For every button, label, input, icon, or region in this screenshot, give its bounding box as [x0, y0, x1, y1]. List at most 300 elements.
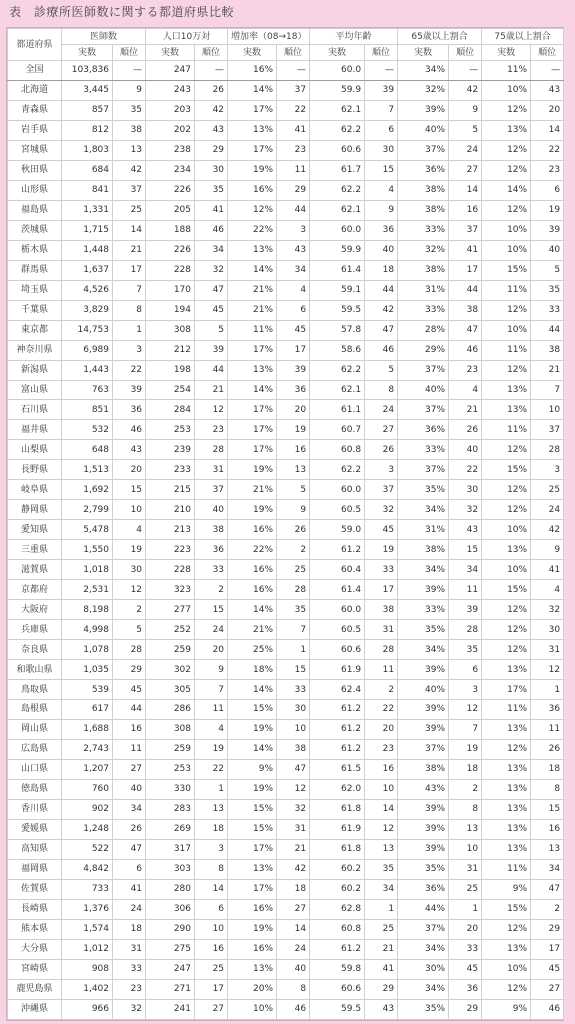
- cell-growth: 13%: [228, 859, 277, 879]
- table-row: [8, 779, 564, 799]
- cell-over75-rank: 20: [531, 100, 564, 120]
- cell-per100k-rank: 39: [195, 340, 228, 360]
- table-row: [8, 799, 564, 819]
- cell-growth: 14%: [228, 260, 277, 280]
- subheader-actual: 実数: [62, 45, 113, 61]
- cell-over65: 37%: [398, 919, 449, 939]
- cell-growth-rank: 44: [277, 200, 310, 220]
- cell-over75: 10%: [482, 520, 531, 540]
- cell-growth-rank: 40: [277, 959, 310, 979]
- cell-per100k-rank: 20: [195, 640, 228, 660]
- cell-doctors: 103,836: [62, 61, 113, 81]
- cell-per100k: 212: [146, 340, 195, 360]
- cell-age-rank: 35: [365, 859, 398, 879]
- cell-over65: 40%: [398, 120, 449, 140]
- cell-over75: 12%: [482, 620, 531, 640]
- cell-over75: 10%: [482, 240, 531, 260]
- cell-over65: 40%: [398, 380, 449, 400]
- cell-over65-rank: 11: [449, 580, 482, 600]
- cell-doctors-rank: 32: [113, 999, 146, 1019]
- cell-per100k-rank: 46: [195, 220, 228, 240]
- cell-per100k: 308: [146, 719, 195, 739]
- cell-over65-rank: 29: [449, 999, 482, 1019]
- cell-per100k: 259: [146, 739, 195, 759]
- cell-growth: 15%: [228, 819, 277, 839]
- cell-age-rank: 41: [365, 959, 398, 979]
- cell-pref: 山形県: [8, 180, 62, 200]
- cell-over75-rank: 15: [531, 799, 564, 819]
- table-row: [8, 420, 564, 440]
- cell-doctors-rank: 15: [113, 480, 146, 500]
- table-row: [8, 919, 564, 939]
- cell-per100k-rank: 5: [195, 320, 228, 340]
- cell-growth-rank: 23: [277, 140, 310, 160]
- cell-over75-rank: 40: [531, 240, 564, 260]
- cell-over65: 38%: [398, 260, 449, 280]
- cell-per100k: 170: [146, 280, 195, 300]
- cell-growth: 19%: [228, 460, 277, 480]
- header-per-100k: 人口10万対: [146, 29, 228, 45]
- table-row: [8, 280, 564, 300]
- cell-growth: 15%: [228, 799, 277, 819]
- cell-growth-rank: 7: [277, 620, 310, 640]
- cell-per100k-rank: 1: [195, 779, 228, 799]
- cell-per100k: 275: [146, 939, 195, 959]
- table-row: [8, 220, 564, 240]
- cell-over75: 11%: [482, 280, 531, 300]
- cell-over75-rank: 13: [531, 839, 564, 859]
- cell-growth: 9%: [228, 759, 277, 779]
- cell-age: 60.6: [310, 140, 365, 160]
- cell-pref: 滋賀県: [8, 560, 62, 580]
- cell-doctors: 760: [62, 779, 113, 799]
- cell-over75: 12%: [482, 300, 531, 320]
- comparison-table-container: [6, 27, 564, 1021]
- cell-age: 59.5: [310, 999, 365, 1019]
- cell-over65: 37%: [398, 460, 449, 480]
- cell-pref: 佐賀県: [8, 879, 62, 899]
- cell-growth-rank: 2: [277, 540, 310, 560]
- cell-over65-rank: 34: [449, 560, 482, 580]
- cell-per100k-rank: 30: [195, 160, 228, 180]
- cell-age: 61.9: [310, 660, 365, 680]
- cell-over75: 11%: [482, 340, 531, 360]
- cell-growth-rank: 5: [277, 480, 310, 500]
- cell-age-rank: 2: [365, 680, 398, 700]
- cell-age: 59.0: [310, 520, 365, 540]
- cell-growth: 16%: [228, 580, 277, 600]
- cell-over75: 15%: [482, 460, 531, 480]
- cell-growth-rank: 28: [277, 580, 310, 600]
- cell-over75-rank: 45: [531, 959, 564, 979]
- cell-age: 62.2: [310, 120, 365, 140]
- cell-doctors: 532: [62, 420, 113, 440]
- cell-doctors: 4,526: [62, 280, 113, 300]
- cell-growth-rank: 46: [277, 999, 310, 1019]
- cell-per100k: 303: [146, 859, 195, 879]
- cell-age-rank: 4: [365, 180, 398, 200]
- cell-over75: 12%: [482, 500, 531, 520]
- cell-over65: 35%: [398, 620, 449, 640]
- cell-doctors: 1,012: [62, 939, 113, 959]
- cell-per100k-rank: 44: [195, 360, 228, 380]
- table-row: [8, 360, 564, 380]
- cell-pref: 三重県: [8, 540, 62, 560]
- cell-age-rank: 22: [365, 700, 398, 720]
- cell-doctors-rank: 31: [113, 939, 146, 959]
- cell-per100k: 202: [146, 120, 195, 140]
- cell-over75-rank: 29: [531, 919, 564, 939]
- cell-over75-rank: 12: [531, 660, 564, 680]
- cell-per100k-rank: 32: [195, 260, 228, 280]
- cell-over65: 33%: [398, 440, 449, 460]
- cell-growth: 16%: [228, 560, 277, 580]
- cell-pref: 東京都: [8, 320, 62, 340]
- cell-over65: 39%: [398, 719, 449, 739]
- cell-per100k-rank: 38: [195, 520, 228, 540]
- cell-pref: 岡山県: [8, 719, 62, 739]
- cell-doctors: 617: [62, 700, 113, 720]
- cell-growth: 16%: [228, 61, 277, 81]
- table-row: [8, 999, 564, 1019]
- cell-growth-rank: 14: [277, 919, 310, 939]
- cell-over75-rank: 32: [531, 600, 564, 620]
- cell-over65-rank: 41: [449, 240, 482, 260]
- cell-age-rank: 17: [365, 580, 398, 600]
- cell-per100k: 330: [146, 779, 195, 799]
- cell-over75: 13%: [482, 939, 531, 959]
- cell-over65-rank: 22: [449, 460, 482, 480]
- cell-per100k-rank: 24: [195, 620, 228, 640]
- cell-doctors: 14,753: [62, 320, 113, 340]
- header-doctor-count: 医師数: [62, 29, 146, 45]
- cell-growth: 14%: [228, 739, 277, 759]
- cell-doctors-rank: 21: [113, 240, 146, 260]
- cell-over75-rank: 19: [531, 200, 564, 220]
- cell-pref: 埼玉県: [8, 280, 62, 300]
- cell-per100k: 253: [146, 759, 195, 779]
- cell-over65-rank: 25: [449, 879, 482, 899]
- cell-growth: 17%: [228, 100, 277, 120]
- cell-over65-rank: 18: [449, 759, 482, 779]
- cell-age: 62.2: [310, 180, 365, 200]
- cell-over65-rank: 37: [449, 220, 482, 240]
- cell-doctors-rank: 47: [113, 839, 146, 859]
- cell-age-rank: 12: [365, 819, 398, 839]
- cell-doctors: 5,478: [62, 520, 113, 540]
- cell-growth: 16%: [228, 899, 277, 919]
- cell-over65: 39%: [398, 660, 449, 680]
- cell-age: 60.6: [310, 640, 365, 660]
- cell-over75-rank: 41: [531, 560, 564, 580]
- cell-pref: 熊本県: [8, 919, 62, 939]
- cell-over65-rank: 13: [449, 819, 482, 839]
- cell-growth-rank: 10: [277, 719, 310, 739]
- cell-growth-rank: 8: [277, 979, 310, 999]
- cell-over75: 13%: [482, 540, 531, 560]
- cell-pref: 香川県: [8, 799, 62, 819]
- cell-over75-rank: 2: [531, 899, 564, 919]
- cell-over65-rank: 36: [449, 979, 482, 999]
- cell-over65: 37%: [398, 140, 449, 160]
- cell-per100k: 277: [146, 600, 195, 620]
- cell-over65-rank: 26: [449, 420, 482, 440]
- cell-over75: 10%: [482, 560, 531, 580]
- cell-doctors: 1,078: [62, 640, 113, 660]
- header-growth-rate: 増加率（08→18）: [228, 29, 310, 45]
- cell-doctors: 1,331: [62, 200, 113, 220]
- cell-growth: 17%: [228, 879, 277, 899]
- cell-per100k: 234: [146, 160, 195, 180]
- cell-over65-rank: 10: [449, 839, 482, 859]
- cell-over75-rank: 47: [531, 879, 564, 899]
- table-row: [8, 640, 564, 660]
- cell-per100k-rank: 41: [195, 200, 228, 220]
- cell-over65: 34%: [398, 640, 449, 660]
- cell-per100k: 305: [146, 680, 195, 700]
- cell-over65-rank: —: [449, 61, 482, 81]
- cell-growth: 15%: [228, 700, 277, 720]
- cell-over75: 12%: [482, 739, 531, 759]
- cell-doctors-rank: 46: [113, 420, 146, 440]
- cell-over75-rank: 37: [531, 420, 564, 440]
- cell-over65: 35%: [398, 480, 449, 500]
- cell-per100k: 239: [146, 440, 195, 460]
- cell-over75-rank: 42: [531, 520, 564, 540]
- table-row: [8, 520, 564, 540]
- cell-doctors: 1,402: [62, 979, 113, 999]
- cell-per100k: 215: [146, 480, 195, 500]
- cell-over75-rank: 34: [531, 859, 564, 879]
- cell-doctors: 763: [62, 380, 113, 400]
- cell-over65-rank: 27: [449, 160, 482, 180]
- cell-age: 60.6: [310, 979, 365, 999]
- cell-over65-rank: 38: [449, 300, 482, 320]
- cell-over75: 12%: [482, 440, 531, 460]
- cell-over65: 39%: [398, 580, 449, 600]
- cell-over65-rank: 2: [449, 779, 482, 799]
- subheader-rank: 順位: [365, 45, 398, 61]
- cell-age: 61.2: [310, 719, 365, 739]
- cell-over65: 33%: [398, 220, 449, 240]
- cell-doctors-rank: 19: [113, 540, 146, 560]
- cell-doctors-rank: 8: [113, 300, 146, 320]
- cell-doctors: 1,035: [62, 660, 113, 680]
- cell-growth-rank: 24: [277, 939, 310, 959]
- cell-per100k: 302: [146, 660, 195, 680]
- cell-pref: 島根県: [8, 700, 62, 720]
- cell-doctors-rank: 29: [113, 660, 146, 680]
- cell-per100k: 228: [146, 260, 195, 280]
- cell-pref: 群馬県: [8, 260, 62, 280]
- cell-pref: 奈良県: [8, 640, 62, 660]
- cell-pref: 神奈川県: [8, 340, 62, 360]
- cell-over65-rank: 3: [449, 680, 482, 700]
- cell-over65: 32%: [398, 240, 449, 260]
- cell-over65: 36%: [398, 420, 449, 440]
- cell-pref: 徳島県: [8, 779, 62, 799]
- cell-doctors: 2,799: [62, 500, 113, 520]
- cell-per100k-rank: 34: [195, 240, 228, 260]
- cell-over65: 37%: [398, 739, 449, 759]
- cell-age-rank: 21: [365, 939, 398, 959]
- cell-doctors: 3,829: [62, 300, 113, 320]
- cell-over75-rank: 23: [531, 160, 564, 180]
- cell-age: 62.0: [310, 779, 365, 799]
- cell-growth: 25%: [228, 640, 277, 660]
- cell-per100k-rank: 22: [195, 759, 228, 779]
- cell-per100k: 317: [146, 839, 195, 859]
- prefecture-comparison-table: [7, 28, 564, 1020]
- table-row: [8, 460, 564, 480]
- cell-age: 61.2: [310, 939, 365, 959]
- cell-over65: 34%: [398, 61, 449, 81]
- table-row: [8, 959, 564, 979]
- cell-growth-rank: 13: [277, 460, 310, 480]
- cell-doctors: 3,445: [62, 80, 113, 100]
- cell-over65-rank: 19: [449, 739, 482, 759]
- cell-age: 59.9: [310, 240, 365, 260]
- table-row: [8, 540, 564, 560]
- cell-over75: 13%: [482, 120, 531, 140]
- cell-over75-rank: 7: [531, 380, 564, 400]
- cell-over75-rank: 27: [531, 979, 564, 999]
- table-row: [8, 600, 564, 620]
- subheader-actual: 実数: [310, 45, 365, 61]
- cell-age-rank: 37: [365, 480, 398, 500]
- cell-doctors: 1,803: [62, 140, 113, 160]
- cell-per100k-rank: 42: [195, 100, 228, 120]
- cell-growth-rank: 42: [277, 859, 310, 879]
- cell-growth: 17%: [228, 839, 277, 859]
- cell-growth-rank: 16: [277, 440, 310, 460]
- cell-over65-rank: 45: [449, 959, 482, 979]
- cell-doctors-rank: 45: [113, 680, 146, 700]
- cell-per100k-rank: 23: [195, 420, 228, 440]
- cell-doctors: 857: [62, 100, 113, 120]
- cell-per100k: 283: [146, 799, 195, 819]
- cell-over65-rank: 9: [449, 100, 482, 120]
- cell-over75-rank: 46: [531, 999, 564, 1019]
- table-body: [8, 61, 564, 1020]
- cell-over65: 36%: [398, 879, 449, 899]
- cell-over65-rank: 43: [449, 520, 482, 540]
- cell-per100k: 259: [146, 640, 195, 660]
- cell-over75-rank: 21: [531, 360, 564, 380]
- cell-over75-rank: 44: [531, 320, 564, 340]
- cell-age-rank: 44: [365, 280, 398, 300]
- cell-doctors: 1,018: [62, 560, 113, 580]
- cell-over75: 9%: [482, 999, 531, 1019]
- cell-age: 60.5: [310, 620, 365, 640]
- cell-over75: 11%: [482, 859, 531, 879]
- cell-age-rank: 16: [365, 759, 398, 779]
- cell-over75-rank: 4: [531, 580, 564, 600]
- cell-growth-rank: 17: [277, 340, 310, 360]
- cell-over75: 12%: [482, 140, 531, 160]
- table-title: 表 診療所医師数に関する都道府県比較: [9, 5, 235, 19]
- cell-per100k: 308: [146, 320, 195, 340]
- cell-per100k: 188: [146, 220, 195, 240]
- cell-growth-rank: 38: [277, 739, 310, 759]
- cell-growth: 13%: [228, 959, 277, 979]
- cell-age-rank: 15: [365, 160, 398, 180]
- cell-per100k-rank: 28: [195, 440, 228, 460]
- cell-per100k-rank: 16: [195, 939, 228, 959]
- cell-over75: 13%: [482, 819, 531, 839]
- cell-over75-rank: 35: [531, 280, 564, 300]
- cell-age: 59.1: [310, 280, 365, 300]
- cell-growth: 10%: [228, 999, 277, 1019]
- cell-per100k-rank: 10: [195, 919, 228, 939]
- cell-per100k-rank: 21: [195, 380, 228, 400]
- cell-per100k: 290: [146, 919, 195, 939]
- cell-doctors-rank: 17: [113, 260, 146, 280]
- cell-age: 62.1: [310, 200, 365, 220]
- header-over-75-ratio: 75歳以上割合: [482, 29, 564, 45]
- cell-per100k: 269: [146, 819, 195, 839]
- cell-over75-rank: 10: [531, 400, 564, 420]
- table-row: [8, 680, 564, 700]
- cell-age-rank: 30: [365, 140, 398, 160]
- cell-growth-rank: 37: [277, 80, 310, 100]
- cell-doctors-rank: 43: [113, 440, 146, 460]
- cell-per100k-rank: 45: [195, 300, 228, 320]
- cell-per100k: 247: [146, 61, 195, 81]
- cell-age-rank: 9: [365, 200, 398, 220]
- cell-age: 61.2: [310, 540, 365, 560]
- cell-pref: 愛知県: [8, 520, 62, 540]
- cell-growth-rank: 18: [277, 879, 310, 899]
- cell-over65-rank: 8: [449, 799, 482, 819]
- cell-over65-rank: 33: [449, 939, 482, 959]
- cell-over75: 9%: [482, 879, 531, 899]
- subheader-rank: 順位: [277, 45, 310, 61]
- header-prefecture: 都道府県: [8, 29, 62, 61]
- table-row: [8, 759, 564, 779]
- cell-pref: 長崎県: [8, 899, 62, 919]
- cell-over75-rank: 25: [531, 480, 564, 500]
- cell-growth: 20%: [228, 979, 277, 999]
- table-row: [8, 500, 564, 520]
- cell-over75: 11%: [482, 61, 531, 81]
- cell-pref: 富山県: [8, 380, 62, 400]
- cell-over75: 13%: [482, 799, 531, 819]
- cell-over75: 14%: [482, 180, 531, 200]
- cell-doctors-rank: 38: [113, 120, 146, 140]
- cell-over75-rank: 8: [531, 779, 564, 799]
- cell-growth: 11%: [228, 320, 277, 340]
- cell-per100k: 280: [146, 879, 195, 899]
- cell-pref: 大阪府: [8, 600, 62, 620]
- cell-over75-rank: 30: [531, 620, 564, 640]
- cell-over65: 39%: [398, 799, 449, 819]
- cell-age-rank: 26: [365, 440, 398, 460]
- cell-age: 57.8: [310, 320, 365, 340]
- cell-doctors: 6,989: [62, 340, 113, 360]
- cell-growth-rank: —: [277, 61, 310, 81]
- cell-age: 60.4: [310, 560, 365, 580]
- table-row: [8, 560, 564, 580]
- cell-growth-rank: 33: [277, 680, 310, 700]
- table-row: [8, 739, 564, 759]
- cell-doctors: 1,448: [62, 240, 113, 260]
- cell-age-rank: 8: [365, 380, 398, 400]
- cell-age-rank: 20: [365, 719, 398, 739]
- cell-doctors: 1,207: [62, 759, 113, 779]
- cell-doctors-rank: 10: [113, 500, 146, 520]
- cell-over75: 13%: [482, 779, 531, 799]
